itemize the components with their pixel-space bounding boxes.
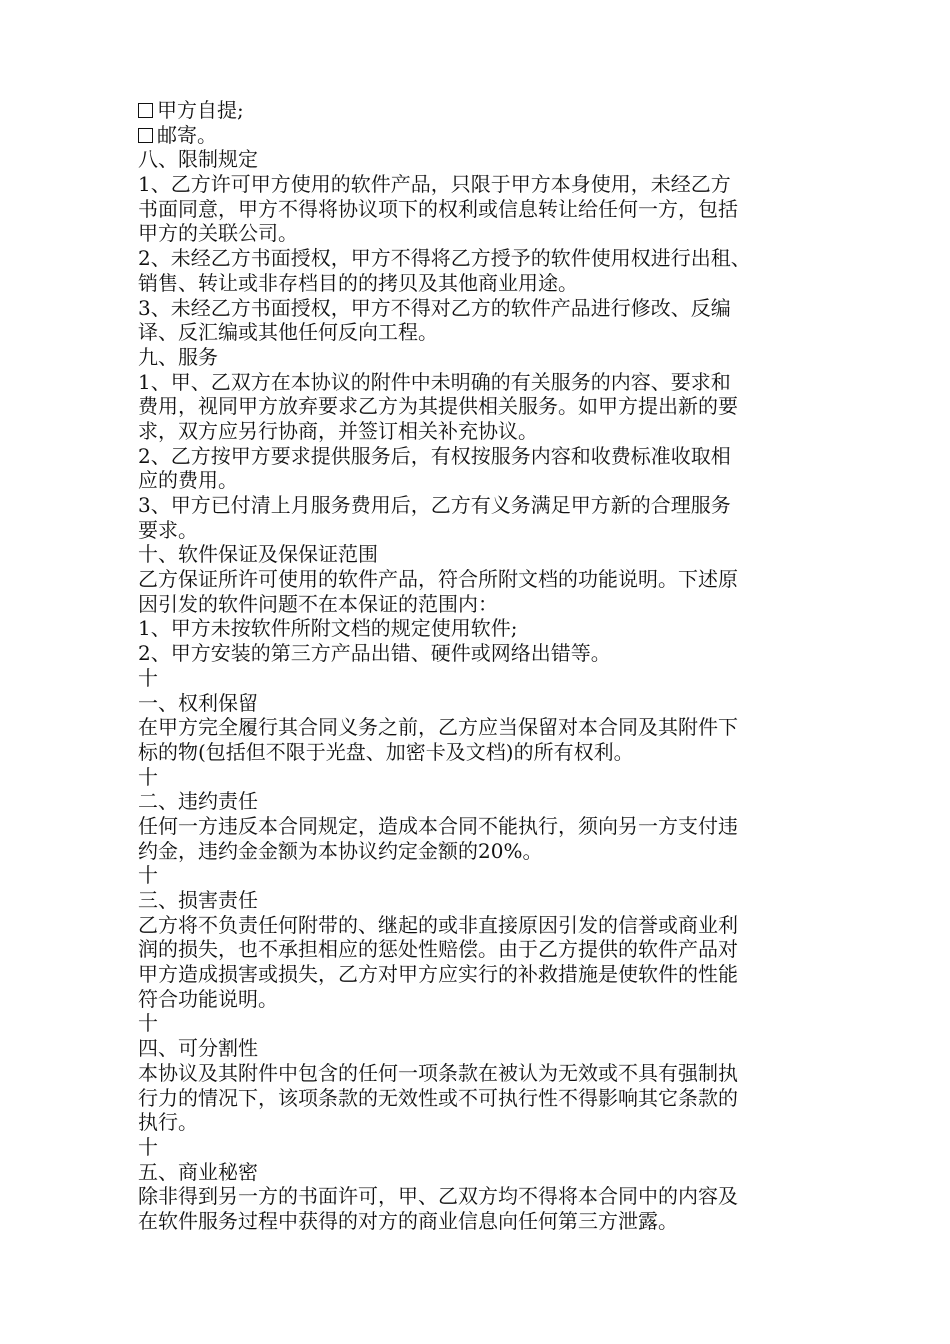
paragraph-line: 1、甲方未按软件所附文档的规定使用软件; [138, 616, 518, 641]
document-page [138, 98, 818, 1234]
section-number-prefix: 十 [138, 1134, 158, 1159]
option-self-pickup: 甲方自提; [138, 98, 818, 123]
paragraph-line: 译、反汇编或其他任何反向工程。 [138, 320, 438, 345]
section-heading: 九、服务 [138, 344, 218, 369]
section-number-prefix: 十 [138, 1011, 158, 1036]
section-number-prefix: 十 [138, 764, 158, 789]
section-number-prefix: 十 [138, 665, 158, 690]
paragraph-line: 符合功能说明。 [138, 986, 278, 1011]
paragraph-line: 在软件服务过程中获得的对方的商业信息向任何第三方泄露。 [138, 1208, 678, 1233]
section-heading: 十、软件保证及保保证范围 [138, 542, 378, 567]
paragraph-line: 2、甲方安装的第三方产品出错、硬件或网络出错等。 [138, 641, 611, 666]
paragraph-line: 甲方造成损害或损失，乙方对甲方应实行的补救措施是使软件的性能 [138, 962, 738, 987]
paragraph-line: 乙方将不负责任何附带的、继起的或非直接原因引发的信誉或商业利 [138, 912, 738, 937]
paragraph-line: 乙方保证所许可使用的软件产品，符合所附文档的功能说明。下述原 [138, 567, 738, 592]
paragraph-line: 要求。 [138, 517, 198, 542]
section-heading: 三、损害责任 [138, 888, 258, 912]
option-mail: 邮寄。 [138, 123, 818, 148]
paragraph-line: 甲方的关联公司。 [138, 221, 298, 246]
checkbox-icon [138, 103, 153, 118]
paragraph-line: 求，双方应另行协商，并签订相关补充协议。 [138, 418, 538, 443]
section-heading: 八、限制规定 [138, 147, 258, 172]
paragraph-line: 费用，视同甲方放弃要求乙方为其提供相关服务。如甲方提出新的要 [138, 394, 738, 419]
checkbox-icon [138, 128, 153, 143]
paragraph-line: 2、乙方按甲方要求提供服务后，有权按服务内容和收费标准收取相 [138, 443, 731, 468]
paragraph-line: 销售、转让或非存档目的的拷贝及其他商业用途。 [138, 270, 578, 295]
paragraph-line: 在甲方完全履行其合同义务之前，乙方应当保留对本合同及其附件下 [138, 715, 738, 740]
paragraph-line: 润的损失，也不承担相应的惩处性赔偿。由于乙方提供的软件产品对 [138, 937, 738, 962]
paragraph-line: 执行。 [138, 1110, 198, 1135]
paragraph-line: 2、未经乙方书面授权，甲方不得将乙方授予的软件使用权进行出租、 [138, 246, 751, 271]
section-heading: 二、违约责任 [138, 789, 258, 814]
paragraph-line: 因引发的软件问题不在本保证的范围内： [138, 591, 498, 616]
paragraph-line: 1、甲、乙双方在本协议的附件中未明确的有关服务的内容、要求和 [138, 369, 731, 394]
paragraph-line: 除非得到另一方的书面许可，甲、乙双方均不得将本合同中的内容及 [138, 1184, 738, 1209]
paragraph-line: 行力的情况下，该项条款的无效性或不可执行性不得影响其它条款的 [138, 1085, 738, 1110]
section-heading: 四、可分割性 [138, 1036, 258, 1061]
paragraph-line: 1、乙方许可甲方使用的软件产品，只限于甲方本身使用，未经乙方 [138, 172, 731, 197]
paragraph-line: 标的物(包括但不限于光盘、加密卡及文档)的所有权利。 [138, 739, 634, 764]
paragraph-line: 本协议及其附件中包含的任何一项条款在被认为无效或不具有强制执 [138, 1060, 738, 1085]
paragraph-line: 3、未经乙方书面授权，甲方不得对乙方的软件产品进行修改、反编 [138, 295, 731, 320]
section-heading: 五、商业秘密 [138, 1159, 258, 1184]
paragraph-line: 应的费用。 [138, 468, 238, 493]
paragraph-line: 任何一方违反本合同规定，造成本合同不能执行，须向另一方支付违 [138, 813, 738, 838]
section-heading: 一、权利保留 [138, 690, 258, 715]
paragraph-line: 约金，违约金金额为本协议约定金额的20%。 [138, 838, 543, 863]
paragraph-line: 3、甲方已付清上月服务费用后，乙方有义务满足甲方新的合理服务 [138, 493, 731, 517]
section-number-prefix: 十 [138, 863, 158, 888]
paragraph-line: 书面同意，甲方不得将协议项下的权利或信息转让给任何一方，包括 [138, 196, 738, 221]
